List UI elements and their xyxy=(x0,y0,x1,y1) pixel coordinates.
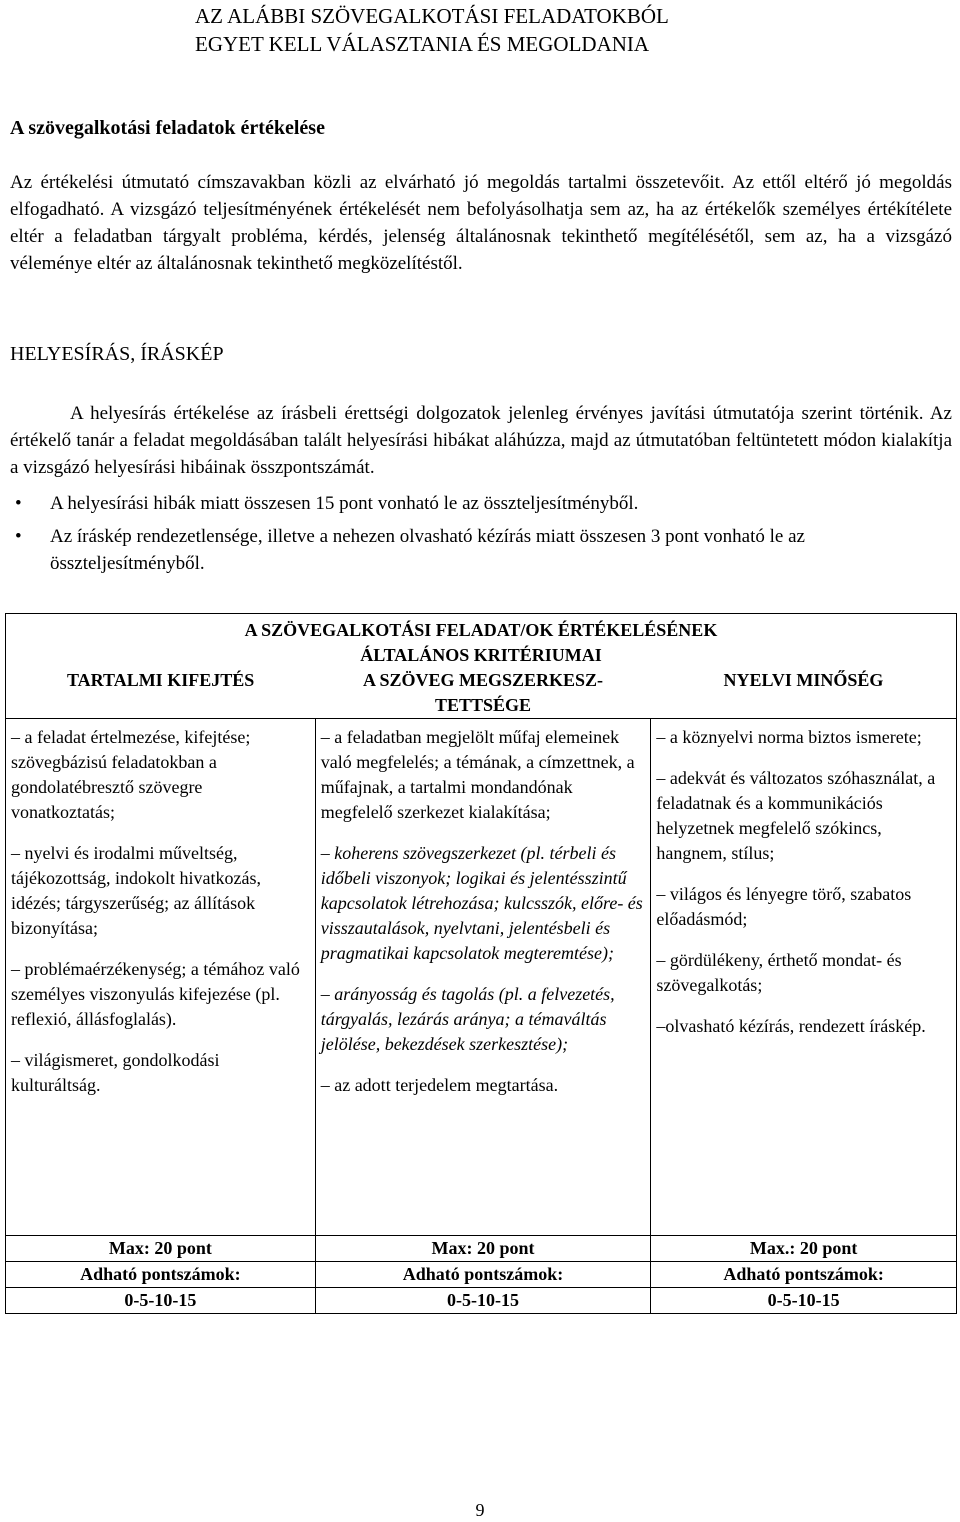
possible-scores-label: Adható pontszámok: xyxy=(6,1262,316,1288)
list-item: – problémaérzékenység; a témához való személyes viszonyulás kifejezése (pl. reflexió, állásfoglalás). xyxy=(11,959,300,1029)
list-item: • A helyesírási hibák miatt összesen 15 pont vonható le az összteljesítményből. xyxy=(10,490,952,517)
bullet-icon: • xyxy=(15,493,22,514)
section-title: A szövegalkotási feladatok értékelése xyxy=(10,117,325,139)
list-item: – gördülékeny, érthető mondat- és szövegalkotás; xyxy=(656,950,902,995)
col-head-content: TARTALMI KIFEJTÉS xyxy=(6,668,316,719)
list-item: –olvasható kézírás, rendezett íráskép. xyxy=(656,1016,926,1036)
list-item: – arányosság és tagolás (pl. a felvezetés, tárgyalás, lezárás aránya; a témaváltás jelölése, bekezdések szerkesztése); xyxy=(320,984,615,1054)
list-item: – koherens szövegszerkezet (pl. térbeli és időbeli viszonyok; logikai és jelentésszintű kapcsolatok létrehozása; kulcsszók, előre- és visszautalások, nyelvtani, jelentésbeli és pragmatikai kapcsolatok megteremtése); xyxy=(320,843,643,963)
list-item: • Az íráskép rendezetlensége, illetve a nehezen olvasható kézírás miatt összesen 3 pont vonható le az összteljesítményből. xyxy=(10,523,952,577)
list-item: – a feladatban megjelölt műfaj elemeinek való megfelelés; a témának, a címzettnek, a műfajnak, a tartalmi mondandónak megfelelő szerkezet kialakítása; xyxy=(320,727,635,822)
page-number: 9 xyxy=(475,1500,485,1520)
list-item: – a köznyelvi norma biztos ismerete; xyxy=(656,727,922,747)
possible-scores-label: Adható pontszámok: xyxy=(315,1262,651,1288)
content-criteria xyxy=(6,719,316,1236)
evaluation-paragraph: Az értékelési útmutató címszavakban közli az elvárható jó megoldás tartalmi összetevőit. Az ettől eltérő jó megoldás elfogadható. A vizsgázó teljesítményének értékelését nem befolyásolhatja sem az, ha az értékelők személyes értékítélete eltér a feladatban tárgyalt probléma, kérdés, jelenség általánosnak tekinthető megítélésétől, sem az, ha a vizsgázó véleménye eltér az általánosnak tekinthető megközelítéstől. xyxy=(10,172,952,274)
criteria-table xyxy=(5,613,957,1314)
score-values: 0-5-10-15 xyxy=(315,1288,651,1314)
score-values: 0-5-10-15 xyxy=(651,1288,957,1314)
col-head-structure: A SZÖVEG MEGSZERKESZ-TETTSÉGE xyxy=(315,668,651,719)
col-head-language: NYELVI MINŐSÉG xyxy=(651,668,957,719)
task-header-line1: AZ ALÁBBI SZÖVEGALKOTÁSI FELADATOKBÓL xyxy=(195,4,669,28)
possible-scores-label: Adható pontszámok: xyxy=(651,1262,957,1288)
deduction-list xyxy=(10,490,952,583)
bullet-icon: • xyxy=(15,526,22,547)
list-item: – az adott terjedelem megtartása. xyxy=(320,1075,559,1095)
spelling-paragraph: A helyesírás értékelése az írásbeli érettségi dolgozatok jelenleg érvényes javítási útmutatója szerint történik. Az értékelő tanár a feladat megoldásában talált helyesírási hibákat aláhúzza, majd az útmutatóban feltüntetett módon kialakítja a vizsgázó helyesírási hibáinak összpontszámát. xyxy=(10,403,952,478)
structure-criteria xyxy=(315,719,651,1236)
list-item: – nyelvi és irodalmi műveltség, tájékozottság, indokolt hivatkozás, idézés; tárgyszerűség; az állítások bizonyítása; xyxy=(11,843,261,938)
language-criteria xyxy=(651,719,957,1236)
list-item: – világos és lényegre törő, szabatos előadásmód; xyxy=(656,884,912,929)
spelling-subheading: HELYESÍRÁS, ÍRÁSKÉP xyxy=(10,343,224,365)
list-item: – világismeret, gondolkodási kulturáltság. xyxy=(11,1050,220,1095)
table-title: A SZÖVEGALKOTÁSI FELADAT/OK ÉRTÉKELÉSÉNEK ÁLTALÁNOS KRITÉRIUMAI xyxy=(6,614,957,669)
score-values: 0-5-10-15 xyxy=(6,1288,316,1314)
max-score-language: Max.: 20 pont xyxy=(651,1236,957,1262)
list-item: – adekvát és változatos szóhasználat, a feladatnak és a kommunikációs helyzetnek megfelelő szókincs, hangnem, stílus; xyxy=(656,768,936,863)
list-item: – a feladat értelmezése, kifejtése; szövegbázisú feladatokban a gondolatébresztő szövegre vonatkoztatás; xyxy=(11,727,251,822)
task-header xyxy=(195,2,795,58)
max-score-content: Max: 20 pont xyxy=(6,1236,316,1262)
task-header-line2: EGYET KELL VÁLASZTANIA ÉS MEGOLDANIA xyxy=(195,32,650,56)
max-score-structure: Max: 20 pont xyxy=(315,1236,651,1262)
